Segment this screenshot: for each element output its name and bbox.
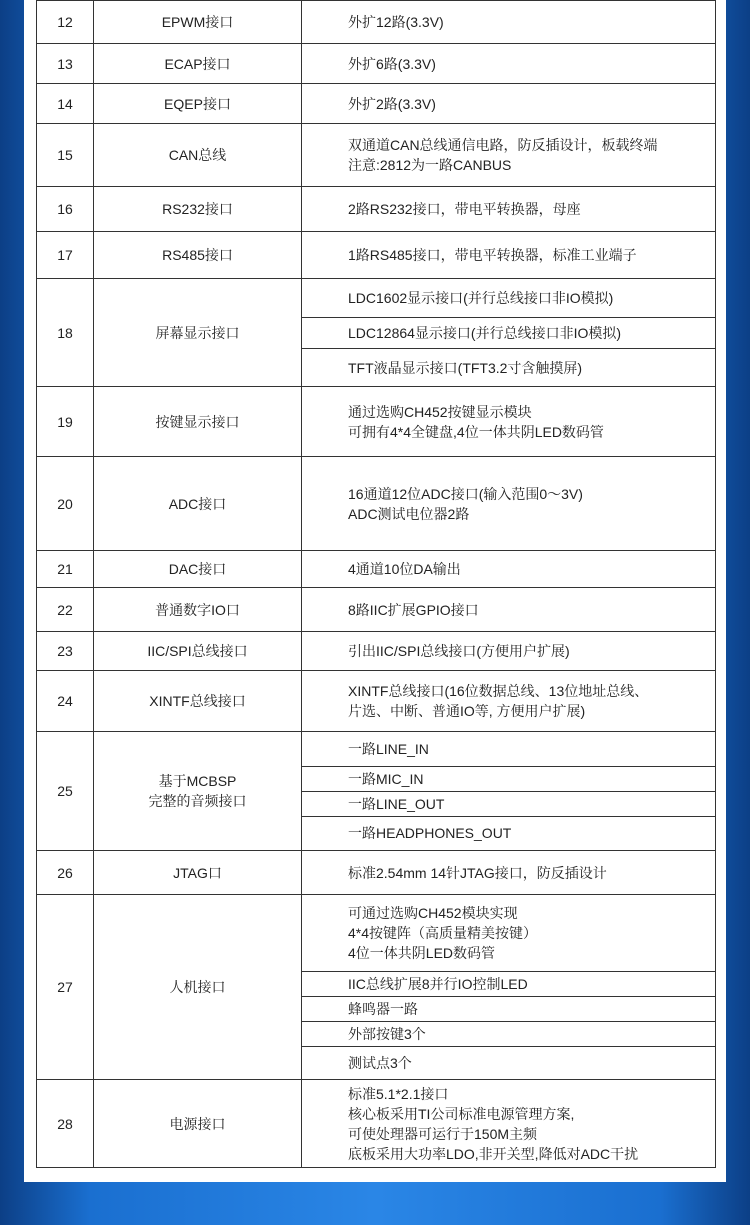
interface-name: 普通数字IO口	[94, 588, 302, 632]
interface-name: 按键显示接口	[94, 387, 302, 457]
description-line: 可通过选购CH452模块实现 4*4按键阵（高质量精美按键） 4位一体共阴LED数码管	[348, 905, 538, 961]
row-number: 13	[37, 44, 94, 84]
row-number: 26	[37, 851, 94, 895]
interface-description	[302, 1080, 716, 1168]
table-row	[37, 124, 716, 187]
description-line: 一路MIC_IN	[302, 766, 715, 791]
interface-name: 电源接口	[94, 1080, 302, 1168]
table-row	[37, 232, 716, 279]
description-line: IIC总线扩展8并行IO控制LED	[302, 971, 715, 996]
table-row	[37, 632, 716, 671]
description-line: LDC12864显示接口(并行总线接口非IO模拟)	[302, 317, 715, 348]
row-number: 15	[37, 124, 94, 187]
interface-description	[302, 895, 716, 1080]
interface-name: IIC/SPI总线接口	[94, 632, 302, 671]
interface-name: 人机接口	[94, 895, 302, 1080]
interface-name: ECAP接口	[94, 44, 302, 84]
table-row	[37, 671, 716, 732]
interface-description	[302, 588, 716, 632]
interface-description	[302, 84, 716, 124]
description-line: 标准5.1*2.1接口 核心板采用TI公司标准电源管理方案, 可使处理器可运行于150M主频 底板采用大功率LDO,非开关型,降低对ADC干扰	[348, 1085, 639, 1162]
table-row	[37, 851, 716, 895]
table-row	[37, 457, 716, 551]
description-line: 一路HEADPHONES_OUT	[302, 816, 715, 850]
interface-description	[302, 632, 716, 671]
description-line: 2路RS232接口，带电平转换器，母座	[348, 201, 581, 217]
description-line: TFT液晶显示接口(TFT3.2寸含触摸屏)	[302, 348, 715, 386]
interface-name: XINTF总线接口	[94, 671, 302, 732]
interface-description	[302, 851, 716, 895]
interface-description	[302, 187, 716, 232]
row-number: 27	[37, 895, 94, 1080]
description-line: XINTF总线接口(16位数据总线、13位地址总线、 片选、中断、普通IO等, 方便用户扩展)	[348, 683, 649, 719]
row-number: 23	[37, 632, 94, 671]
interface-name: DAC接口	[94, 551, 302, 588]
spec-table	[36, 0, 716, 1168]
table-row	[37, 551, 716, 588]
interface-description	[302, 279, 716, 387]
row-number: 14	[37, 84, 94, 124]
spec-table-body	[37, 1, 716, 1168]
description-line: 标准2.54mm 14针JTAG接口，防反插设计	[348, 864, 607, 881]
row-number: 20	[37, 457, 94, 551]
description-line: 4通道10位DA输出	[348, 561, 461, 577]
interface-description	[302, 457, 716, 551]
table-row	[37, 84, 716, 124]
row-number: 17	[37, 232, 94, 279]
row-number: 16	[37, 187, 94, 232]
interface-name: 屏幕显示接口	[94, 279, 302, 387]
interface-description	[302, 232, 716, 279]
description-line: 双通道CAN总线通信电路，防反插设计，板载终端 注意:2812为一路CANBUS	[348, 137, 658, 173]
interface-name: JTAG口	[94, 851, 302, 895]
interface-name: RS485接口	[94, 232, 302, 279]
table-row	[37, 588, 716, 632]
table-row	[37, 732, 716, 851]
description-line: 一路LINE_OUT	[302, 791, 715, 816]
interface-name: ADC接口	[94, 457, 302, 551]
row-number: 24	[37, 671, 94, 732]
row-number: 28	[37, 1080, 94, 1168]
row-number: 25	[37, 732, 94, 851]
description-line: 外扩12路(3.3V)	[348, 14, 444, 30]
description-line: 外部按键3个	[302, 1021, 715, 1046]
interface-description	[302, 44, 716, 84]
description-line: 测试点3个	[302, 1046, 715, 1079]
table-row	[37, 187, 716, 232]
table-row	[37, 895, 716, 1080]
interface-name: EQEP接口	[94, 84, 302, 124]
interface-description	[302, 124, 716, 187]
description-line: 外扩6路(3.3V)	[348, 55, 436, 72]
description-line: 外扩2路(3.3V)	[348, 95, 436, 112]
row-number: 18	[37, 279, 94, 387]
interface-name: CAN总线	[94, 124, 302, 187]
table-row	[37, 1, 716, 44]
interface-name: 基于MCBSP 完整的音频接口	[94, 732, 302, 851]
row-number: 21	[37, 551, 94, 588]
description-line: 通过选购CH452按键显示模块 可拥有4*4全键盘,4位一体共阴LED数码管	[348, 403, 604, 440]
interface-description	[302, 732, 716, 851]
row-number: 22	[37, 588, 94, 632]
interface-description	[302, 671, 716, 732]
description-line: 8路IIC扩展GPIO接口	[348, 601, 479, 618]
table-row	[37, 387, 716, 457]
description-line: LDC1602显示接口(并行总线接口非IO模拟)	[348, 290, 614, 306]
interface-name: RS232接口	[94, 187, 302, 232]
interface-name: EPWM接口	[94, 1, 302, 44]
interface-description	[302, 387, 716, 457]
table-row	[37, 1080, 716, 1168]
description-line: 蜂鸣器一路	[302, 996, 715, 1021]
row-number: 19	[37, 387, 94, 457]
table-row	[37, 44, 716, 84]
description-line: 引出IIC/SPI总线接口(方便用户扩展)	[348, 643, 570, 659]
description-line: 1路RS485接口，带电平转换器，标准工业端子	[348, 247, 637, 263]
interface-description	[302, 1, 716, 44]
interface-description	[302, 551, 716, 588]
table-row	[37, 279, 716, 387]
description-line: 16通道12位ADC接口(输入范围0～3V) ADC测试电位器2路	[348, 485, 583, 522]
description-line: 一路LINE_IN	[348, 741, 429, 757]
row-number: 12	[37, 1, 94, 44]
